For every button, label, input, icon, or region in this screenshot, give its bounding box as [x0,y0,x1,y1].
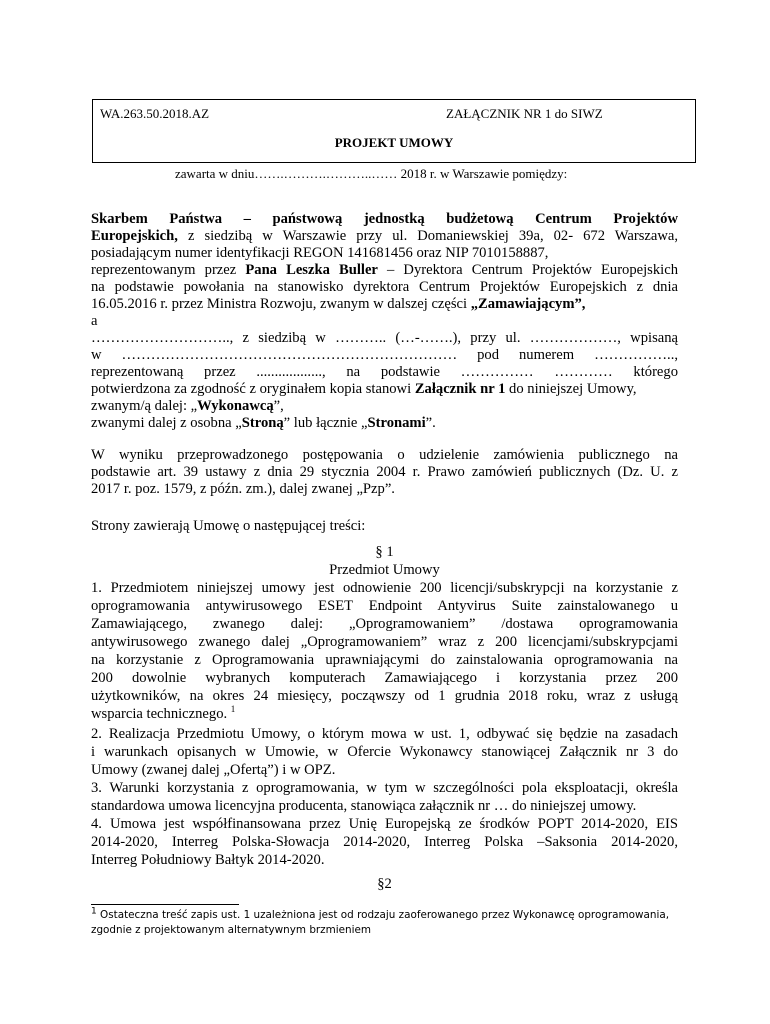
reference-number: WA.263.50.2018.AZ [100,106,210,121]
intro-line: Strony zawierają Umowę o następującej treści: [91,518,366,534]
s1-p1-line: użytkowników, na okres 24 miesięcy, począwszy od 1 grudnia 2018 roku, wraz z usługą [91,688,678,704]
procedure-line-2: podstawie art. 39 ustawy z dnia 29 stycznia 2004 r. Prawo zamówień publicznych (Dz. U. z [91,464,678,480]
party2-line-4: potwierdzona za zgodność z oryginałem kopia stanowi Załącznik nr 1 do niniejszej Umowy, [91,381,637,397]
party2-line-5: zwanym/ą dalej: „Wykonawcą”, [91,398,284,414]
party2-line-3: reprezentowaną przez .................., na podstawie …………… ………… którego [91,364,678,380]
section1-number: § 1 [375,544,394,560]
s1-p1-line: antywirusowego zwanego dalej „Oprogramowaniem” wraz z 200 licencjami/subskrypcjami [91,634,678,650]
s1-p4-line: 2014-2020, Interreg Polska-Słowacja 2014-2020, Interreg Polska –Saksonia 2014-2020, [91,834,678,850]
s1-p1-line: 200 dowolnie wybranych komputerach Zamawiającego i korzystania przez 200 [91,670,678,686]
s1-p1-last-line: wsparcia technicznego. $^1$ [91,704,236,722]
s1-p2-last-line: Umowy (zwanej dalej „Ofertą”) i w OPZ. [91,762,336,778]
section2-number: §2 [377,876,392,892]
party2-line-1: ……………………….., z siedzibą w ……….. (…-…….), przy ul. ………………, wpisaną [91,330,678,346]
header-box [92,99,696,163]
s1-p2-line: 2. Realizacja Przedmiotu Umowy, o którym mowa w ust. 1, odbywać się będzie na zasadach [91,726,678,742]
s1-p3-line: 3. Warunki korzystania z oprogramowania, w tym w szczególności pola eksploatacji, określa [91,780,678,796]
procedure-line-3: 2017 r. poz. 1579, z późn. zm.), dalej zwanej „Pzp”. [91,481,395,497]
party1-line-2: Europejskich, z siedzibą w Warszawie przy ul. Domaniewskiej 39a, 02- 672 Warszawa, [91,228,678,244]
party1-line-4: reprezentowanym przez Pana Leszka Buller – Dyrektora Centrum Projektów Europejskich [91,262,678,278]
footnote-line-1: $^1$ Ostateczna treść zapis ust. 1 uzależniona jest od rodzaju zaoferowanego przez Wykonawcę oprogramowania, [91,906,670,921]
footnote-line-2: zgodnie z projektowanym alternatywnym brzmieniem [91,924,372,936]
s1-p4-line: 4. Umowa jest współfinansowana przez Unię Europejską ze środków POPT 2014-2020, EIS [91,816,678,832]
party1-line-3: posiadającym numer identyfikacji REGON 141681456 oraz NIP 7010158887, [91,245,549,261]
attachment-label: ZAŁĄCZNIK NR 1 do SIWZ [446,106,603,121]
s1-p3-last-line: standardowa umowa licencyjna producenta, stanowiąca załącznik nr … do niniejszej umowy. [91,798,637,814]
s1-p1-line: 1. Przedmiotem niniejszej umowy jest odnowienie 200 licencji/subskrypcji na korzystanie z [91,580,678,596]
party2-line-2: w …………………………………………………………… pod numerem …………….., [91,347,678,363]
party1-line-7: a [91,313,98,329]
footnote-reference[interactable]: 1 [230,704,236,715]
s1-p4-last-line: Interreg Południowy Bałtyk 2014-2020. [91,852,325,868]
party1-line-6: 16.05.2016 r. przez Ministra Rozwoju, zwanym w dalszej części „Zamawiającym”, [91,296,586,312]
concluded-line: zawarta w dniu…….……….………..…… 2018 r. w Warszawie pomiędzy: [175,166,568,181]
footnote-separator [91,904,239,905]
party2-line-6: zwanymi dalej z osobna „Stroną” lub łącznie „Stronami”. [91,415,436,431]
party1-line-1: Skarbem Państwa – państwową jednostką budżetową Centrum Projektów [91,211,678,227]
document-title: PROJEKT UMOWY [334,135,454,150]
s1-p1-line: Zamawiającego, zwanego dalej: „Oprogramowaniem” /dostawa oprogramowania [91,616,678,632]
s1-p2-line: i warunkach opisanych w Umowie, w Ofercie Wykonawcy stanowiącej Załącznik nr 3 do [91,744,678,760]
s1-p1-line: oprogramowania antywirusowego ESET Endpoint Antyvirus Suite zainstalowanego u [91,598,678,614]
section1-title: Przedmiot Umowy [329,562,440,578]
party1-line-5: na podstawie powołania na stanowisko dyrektora Centrum Projektów Europejskich z dnia [91,279,678,295]
s1-p1-line: na korzystanie z Oprogramowania uprawniającymi do zainstalowania oprogramowania na [91,652,678,668]
procedure-line-1: W wyniku przeprowadzonego postępowania o udzielenie zamówienia publicznego na [91,447,678,463]
